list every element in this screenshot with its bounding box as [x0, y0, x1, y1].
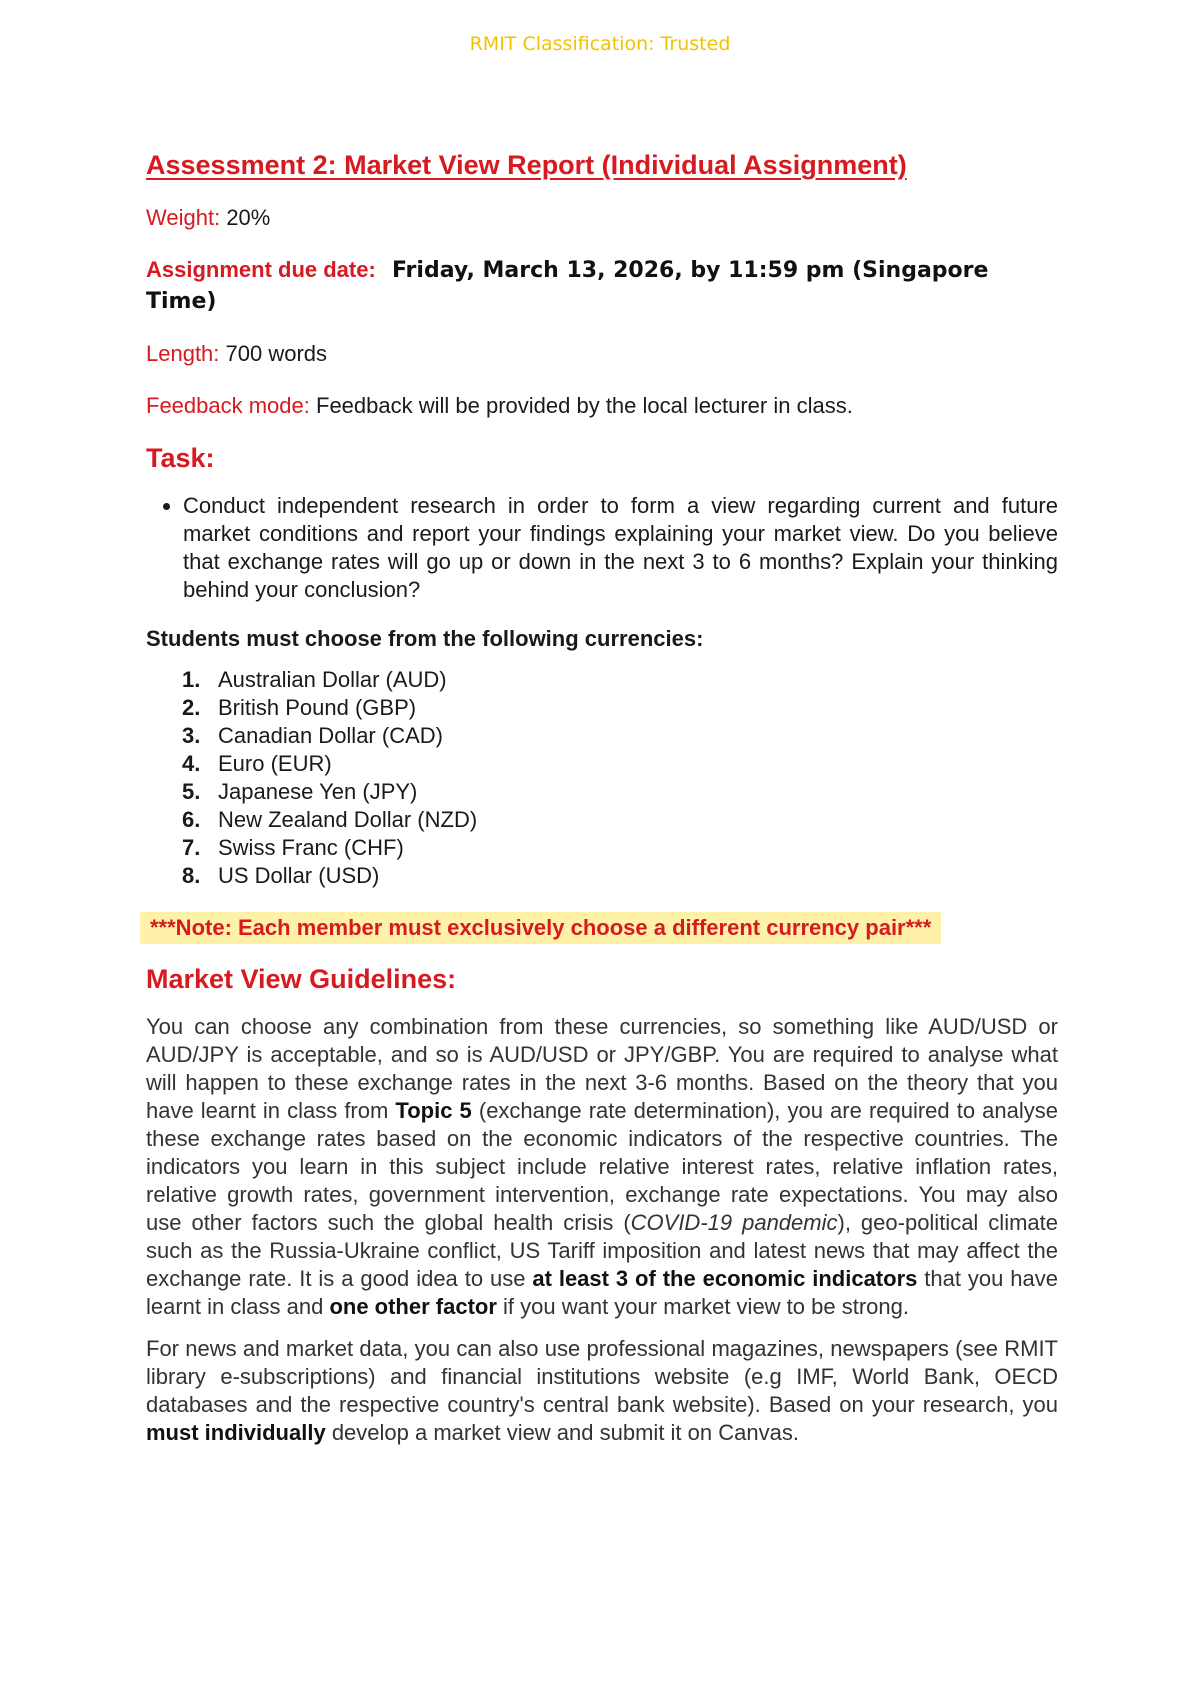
- text-run: You can choose any combination from these currencies, so something like AUD/USD or AUD/JPY is acceptable, and so is AUD/USD or JPY/GBP. You are required to analyse what will happen to these exchange rates in the next 3-6 months. Based on the theory that you have learnt in class from: [146, 1014, 1058, 1123]
- currency-label: British Pound (GBP): [218, 695, 417, 720]
- list-number: 8.: [182, 863, 201, 888]
- list-item: [182, 750, 1058, 778]
- currencies-heading: Students must choose from the following currencies:: [146, 626, 704, 651]
- list-number: 2.: [182, 695, 201, 720]
- guidelines-paragraph-2: [146, 1335, 1058, 1447]
- list-item: [182, 694, 1058, 722]
- currency-label: US Dollar (USD): [218, 863, 380, 888]
- text-run: if you want your market view to be strong.: [496, 1294, 909, 1319]
- length-value: 700 words: [225, 341, 328, 366]
- currency-label: Canadian Dollar (CAD): [218, 723, 443, 748]
- currency-label: New Zealand Dollar (NZD): [218, 807, 478, 832]
- list-item: [182, 722, 1058, 750]
- length-label: Length:: [146, 341, 220, 366]
- text-run: For news and market data, you can also use professional magazines, newspapers (see RMIT library e-subscriptions) and financial institutions website (e.g IMF, World Bank, OECD databases and the respective country's central bank website). Based on your research, you: [146, 1336, 1058, 1417]
- highlighted-note: ***Note: Each member must exclusively choose a different currency pair***: [140, 912, 941, 944]
- guidelines-heading: Market View Guidelines:: [146, 964, 457, 994]
- task-heading: Task:: [146, 443, 215, 473]
- weight-label: Weight:: [146, 205, 221, 230]
- due-date-label: Assignment due date:: [146, 257, 376, 282]
- text-run: that you have learnt in class and: [146, 1266, 1058, 1319]
- currency-label: Swiss Franc (CHF): [218, 835, 404, 860]
- classification-label: RMIT Classification: Trusted: [469, 33, 731, 55]
- guidelines-paragraph-1: [146, 1013, 1058, 1321]
- currency-label: Australian Dollar (AUD): [218, 667, 447, 692]
- list-number: 7.: [182, 835, 201, 860]
- task-bullet: • Conduct independent research in order to form a view regarding current and future market conditions and report your findings explaining your market view. Do you believe that exchange rates will go up or down in the next 3 to 6 months? Explain your thinking behind your conclusion?: [183, 492, 1058, 604]
- list-number: 5.: [182, 779, 201, 804]
- list-item: [182, 834, 1058, 862]
- due-date-value: Friday, March 13, 2026, by 11:59 pm (Singapore Time): [146, 258, 989, 314]
- bold-text: at least 3 of the economic indicators: [532, 1266, 918, 1291]
- list-item: [182, 778, 1058, 806]
- feedback-field: [146, 391, 1058, 421]
- bold-text: one other factor: [329, 1294, 497, 1319]
- currency-label: Japanese Yen (JPY): [218, 779, 418, 804]
- text-run: (exchange rate determination), you are required to analyse these exchange rates based on the economic indicators of the respective countries. The indicators you learn in this subject include relative interest rates, relative inflation rates, relative growth rates, government intervention, exchange rate expectations. You may also use other factors such the global health crisis (: [146, 1098, 1059, 1235]
- list-number: 1.: [182, 667, 201, 692]
- list-item: [182, 666, 1058, 694]
- weight-value: 20%: [226, 205, 271, 230]
- text-run: ), geo-political climate such as the Russia-Ukraine conflict, US Tariff imposition and latest news that may affect the exchange rate. It is a good idea to use: [146, 1210, 1058, 1291]
- length-field: [146, 339, 1058, 369]
- feedback-value: Feedback will be provided by the local lecturer in class.: [316, 393, 853, 418]
- bold-text: Topic 5: [395, 1098, 472, 1123]
- weight-field: [146, 203, 1058, 233]
- list-item: [182, 862, 1058, 890]
- bold-text: must individually: [146, 1420, 326, 1445]
- page-title: Assessment 2: Market View Report (Individual Assignment): [146, 150, 907, 180]
- currency-list: [146, 666, 1058, 890]
- due-date-field: [146, 255, 1058, 317]
- task-list: [146, 492, 1058, 604]
- document-body: [146, 150, 1058, 1461]
- list-item: [182, 806, 1058, 834]
- list-number: 6.: [182, 807, 201, 832]
- list-number: 4.: [182, 751, 201, 776]
- list-number: 3.: [182, 723, 201, 748]
- currency-label: Euro (EUR): [218, 751, 332, 776]
- feedback-label: Feedback mode:: [146, 393, 310, 418]
- italic-text: COVID-19 pandemic: [630, 1210, 838, 1235]
- text-run: develop a market view and submit it on Canvas.: [325, 1420, 799, 1445]
